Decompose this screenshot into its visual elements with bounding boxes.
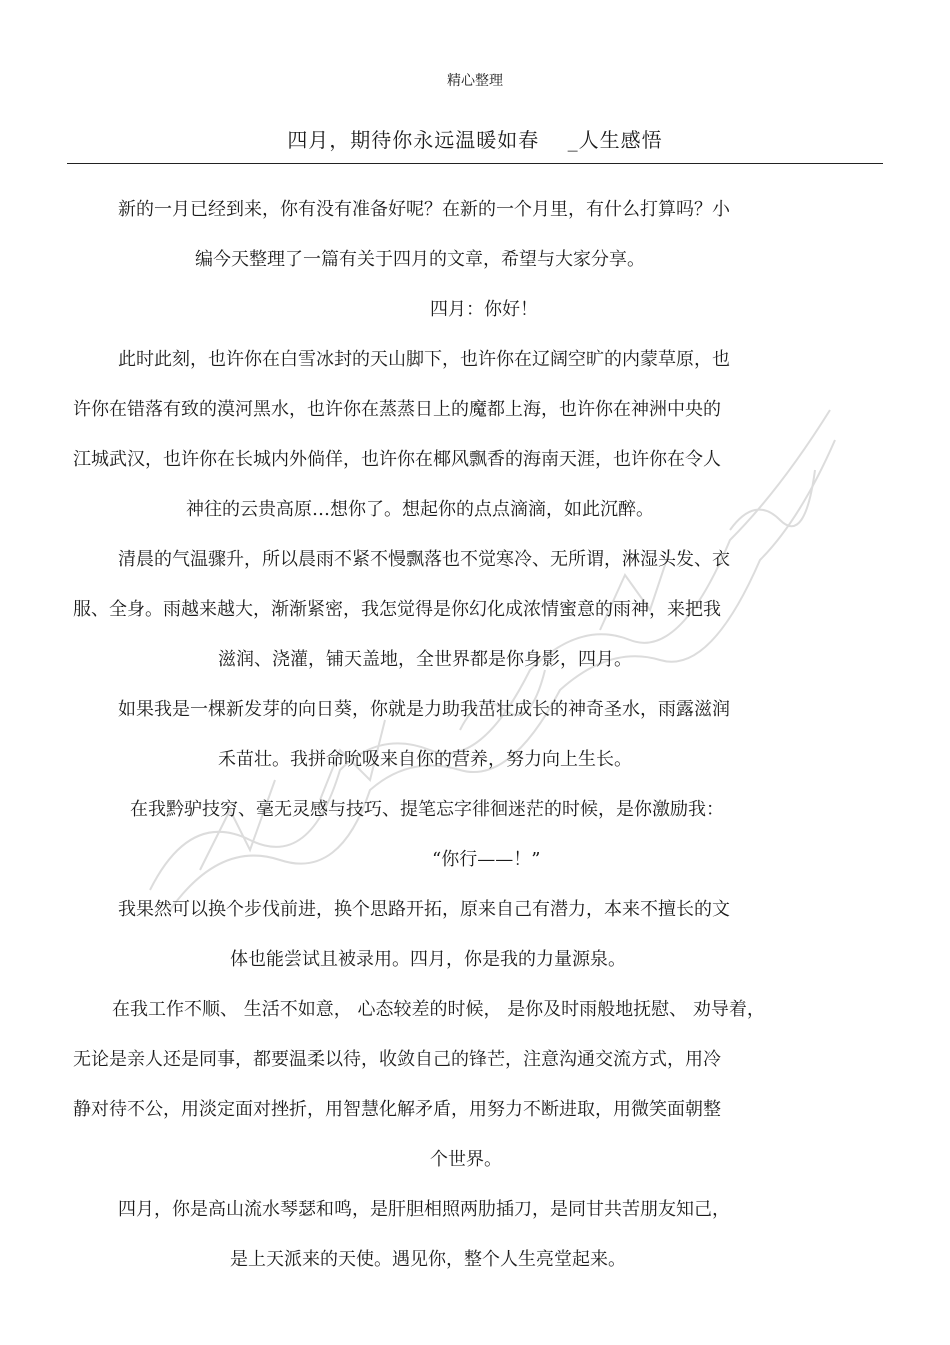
paragraph-line: 在我黔驴技穷、毫无灵感与技巧、提笔忘字徘徊迷茫的时候，是你激励我： xyxy=(130,799,724,820)
paragraph-line: 许你在错落有致的漠河黑水，也许你在蒸蒸日上的魔都上海，也许你在神洲中央的 xyxy=(73,399,721,420)
paragraph-line: 是上天派来的天使。遇见你，整个人生亮堂起来。 xyxy=(230,1249,626,1270)
paragraph-line: 静对待不公，用淡定面对挫折，用智慧化解矛盾，用努力不断进取，用微笑面朝整 xyxy=(73,1099,721,1120)
section-heading: 四月：你好！ xyxy=(430,299,538,320)
paragraph-line: 神往的云贵高原…想你了。想起你的点点滴滴，如此沉醉。 xyxy=(186,499,654,520)
paragraph-line: 我果然可以换个步伐前进，换个思路开拓，原来自己有潜力，本来不擅长的文 xyxy=(118,899,730,920)
paragraph-line: 禾苗壮。我拼命吮吸来自你的营养，努力向上生长。 xyxy=(218,749,632,770)
paragraph-line: 此时此刻，也许你在白雪冰封的天山脚下，也许你在辽阔空旷的内蒙草原，也 xyxy=(118,349,730,370)
paragraph-line: 滋润、浇灌，铺天盖地，全世界都是你身影，四月。 xyxy=(218,649,632,670)
paragraph-line: 体也能尝试且被录用。四月，你是我的力量源泉。 xyxy=(230,949,626,970)
paragraph-line: 在我工作不顺、 生活不如意， 心态较差的时候， 是你及时雨般地抚慰、 劝导着， xyxy=(112,999,765,1020)
page-title: 四月，期待你永远温暖如春 _人生感悟 xyxy=(287,128,663,152)
paragraph-line: 无论是亲人还是同事，都要温柔以待，收敛自己的锋芒，注意沟通交流方式，用冷 xyxy=(73,1049,721,1070)
paragraph-line: 清晨的气温骤升，所以晨雨不紧不慢飘落也不觉寒冷、无所谓，淋湿头发、衣 xyxy=(118,549,730,570)
paragraph-line: 江城武汉，也许你在长城内外倘佯，也许你在椰风飘香的海南天涯，也许你在令人 xyxy=(73,449,721,470)
quote-line: “你行——！” xyxy=(432,849,541,870)
paragraph-line: 服、全身。雨越来越大，渐渐紧密，我怎觉得是你幻化成浓情蜜意的雨神，来把我 xyxy=(73,599,721,620)
paragraph-line: 四月，你是高山流水琴瑟和鸣，是肝胆相照两肋插刀，是同甘共苦朋友知己， xyxy=(118,1199,730,1220)
paragraph-line: 编今天整理了一篇有关于四月的文章，希望与大家分享。 xyxy=(195,249,645,270)
paragraph-line: 个世界。 xyxy=(430,1149,502,1170)
paragraph-line: 如果我是一棵新发芽的向日葵，你就是力助我茁壮成长的神奇圣水，雨露滋润 xyxy=(118,699,730,720)
header-note: 精心整理 xyxy=(447,73,503,89)
title-divider xyxy=(67,163,883,164)
paragraph-line: 新的一月已经到来，你有没有准备好呢？在新的一个月里，有什么打算吗？小 xyxy=(118,199,730,220)
